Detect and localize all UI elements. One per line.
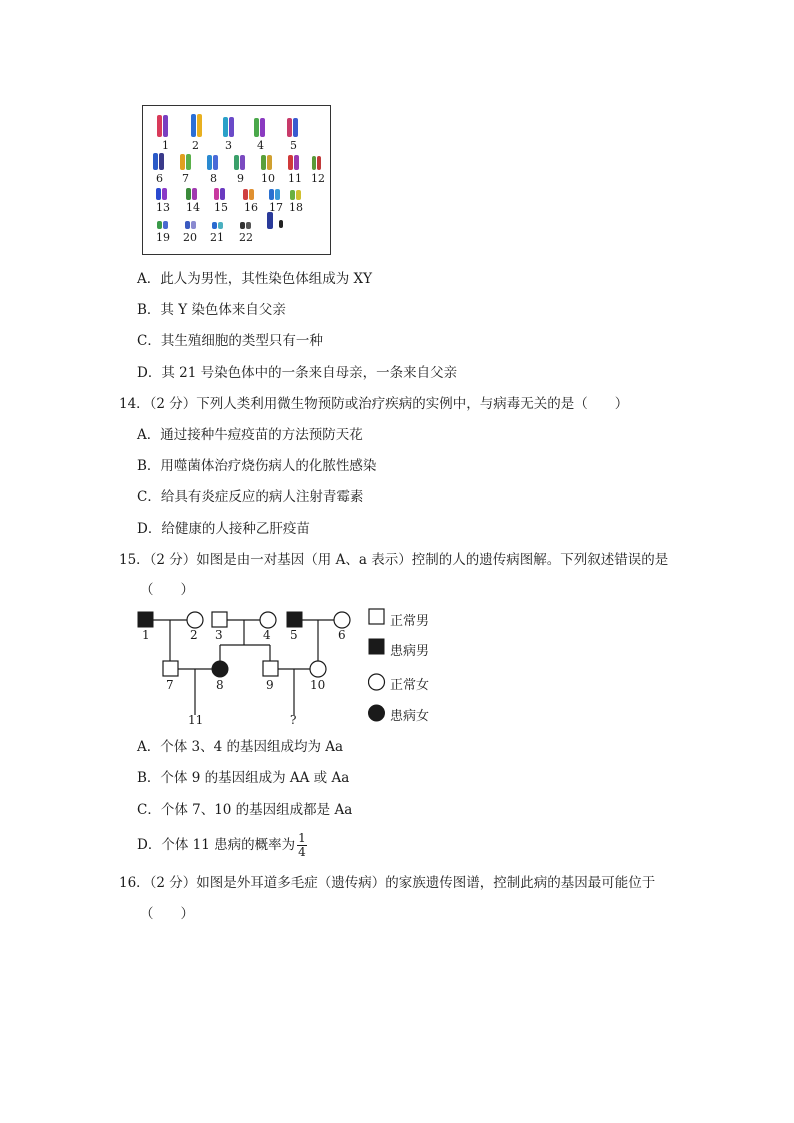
karyo-label: 5 xyxy=(290,139,297,152)
karyo-label: 12 xyxy=(311,172,325,185)
karyo-label: 3 xyxy=(225,139,232,152)
karyo-label: 9 xyxy=(237,172,244,185)
q13-option-a[interactable]: A．此人为男性，其性染色体组成为 XY xyxy=(137,271,373,287)
karyo-label: 15 xyxy=(214,201,228,214)
pedigree-individual-5 xyxy=(287,612,302,627)
q14-stem: 14．（2 分）下列人类利用微生物预防或治疗疾病的实例中，与病毒无关的是（ ） xyxy=(119,396,629,412)
q14-option-a[interactable]: A．通过接种牛痘疫苗的方法预防天花 xyxy=(137,427,363,443)
pedigree-label-6: 6 xyxy=(338,628,346,642)
karyo-label: 18 xyxy=(289,201,303,214)
pedigree-label-5: 5 xyxy=(290,628,298,642)
probability-fraction xyxy=(297,832,307,859)
pedigree-individual-6 xyxy=(334,612,350,628)
legend-normal-female: 正常女 xyxy=(390,678,430,693)
pedigree-diagram xyxy=(130,605,470,735)
chromosome-row-4 xyxy=(157,212,283,229)
pedigree-label-7: 7 xyxy=(166,678,174,692)
pedigree-label-4: 4 xyxy=(263,628,271,642)
pedigree-individual-2 xyxy=(187,612,203,628)
karyo-label: 11 xyxy=(288,172,302,185)
q16-answer-paren: （ ） xyxy=(140,906,194,922)
karyo-label: 21 xyxy=(210,231,224,244)
pedigree-label-8: 8 xyxy=(216,678,224,692)
pedigree-label-1: 1 xyxy=(142,628,150,642)
karyo-label: 17 xyxy=(269,201,283,214)
q14-option-d[interactable]: D．给健康的人接种乙肝疫苗 xyxy=(137,521,310,537)
q13-option-c[interactable]: C．其生殖细胞的类型只有一种 xyxy=(137,333,323,349)
q14-option-b[interactable]: B．用噬菌体治疗烧伤病人的化脓性感染 xyxy=(137,458,377,474)
pedigree-label-11: 11 xyxy=(188,713,204,727)
karyo-label: 6 xyxy=(156,172,163,185)
pedigree-individual-7 xyxy=(163,661,178,676)
karyo-label: 19 xyxy=(156,231,170,244)
pedigree-label-9: 9 xyxy=(266,678,274,692)
karyo-label: 16 xyxy=(244,201,258,214)
fraction-denominator: 4 xyxy=(298,844,306,859)
fraction-numerator: 1 xyxy=(298,830,306,845)
q15-answer-paren: （ ） xyxy=(140,582,194,598)
karyo-label: 2 xyxy=(192,139,199,152)
q13-option-b[interactable]: B．其 Y 染色体来自父亲 xyxy=(137,302,286,318)
q14-option-c[interactable]: C．给具有炎症反应的病人注射青霉素 xyxy=(137,489,364,505)
karyo-label: 22 xyxy=(239,231,253,244)
pedigree-individual-4 xyxy=(260,612,276,628)
q15-option-d[interactable] xyxy=(137,827,307,863)
karyo-label: 1 xyxy=(162,139,169,152)
karyo-label: 4 xyxy=(257,139,264,152)
legend-affected-male: 患病男 xyxy=(390,644,430,659)
pedigree-individual-9 xyxy=(263,661,278,676)
q15-option-b[interactable]: B．个体 9 的基因组成为 AA 或 Aa xyxy=(137,770,350,786)
q13-option-d[interactable]: D．其 21 号染色体中的一条来自母亲，一条来自父亲 xyxy=(137,365,458,381)
chromosome-row-1 xyxy=(157,114,298,137)
chromosome-row-2 xyxy=(153,153,321,170)
karyotype-image xyxy=(142,105,331,255)
karyo-label: 14 xyxy=(186,201,200,214)
legend-normal-male: 正常男 xyxy=(390,614,430,629)
q15-option-c[interactable]: C．个体 7、10 的基因组成都是 Aa xyxy=(137,802,353,818)
chromosome-row-3 xyxy=(156,188,301,200)
pedigree-individual-3 xyxy=(212,612,227,627)
pedigree-individual-1 xyxy=(138,612,153,627)
pedigree-label-unknown: ? xyxy=(290,713,297,727)
pedigree-legend-symbols xyxy=(368,605,388,725)
karyo-label: 10 xyxy=(261,172,275,185)
legend-affected-female: 患病女 xyxy=(390,709,430,724)
q15-option-a[interactable]: A．个体 3、4 的基因组成均为 Aa xyxy=(137,739,344,755)
karyo-label: 13 xyxy=(156,201,170,214)
pedigree-individual-10 xyxy=(310,661,326,677)
pedigree-label-3: 3 xyxy=(215,628,223,642)
q16-stem: 16．（2 分）如图是外耳道多毛症（遗传病）的家族遗传图谱，控制此病的基因最可能位于 xyxy=(119,875,656,891)
pedigree-label-10: 10 xyxy=(310,678,326,692)
karyo-label: 20 xyxy=(183,231,197,244)
pedigree-label-2: 2 xyxy=(190,628,198,642)
q15-option-d-text: D．个体 11 患病的概率为 xyxy=(137,837,296,853)
karyo-label: 8 xyxy=(210,172,217,185)
karyo-label: 7 xyxy=(182,172,189,185)
pedigree-individual-8 xyxy=(212,661,228,677)
q15-stem: 15．（2 分）如图是由一对基因（用 A、a 表示）控制的人的遗传病图解。下列叙述错误的是 xyxy=(119,552,669,568)
